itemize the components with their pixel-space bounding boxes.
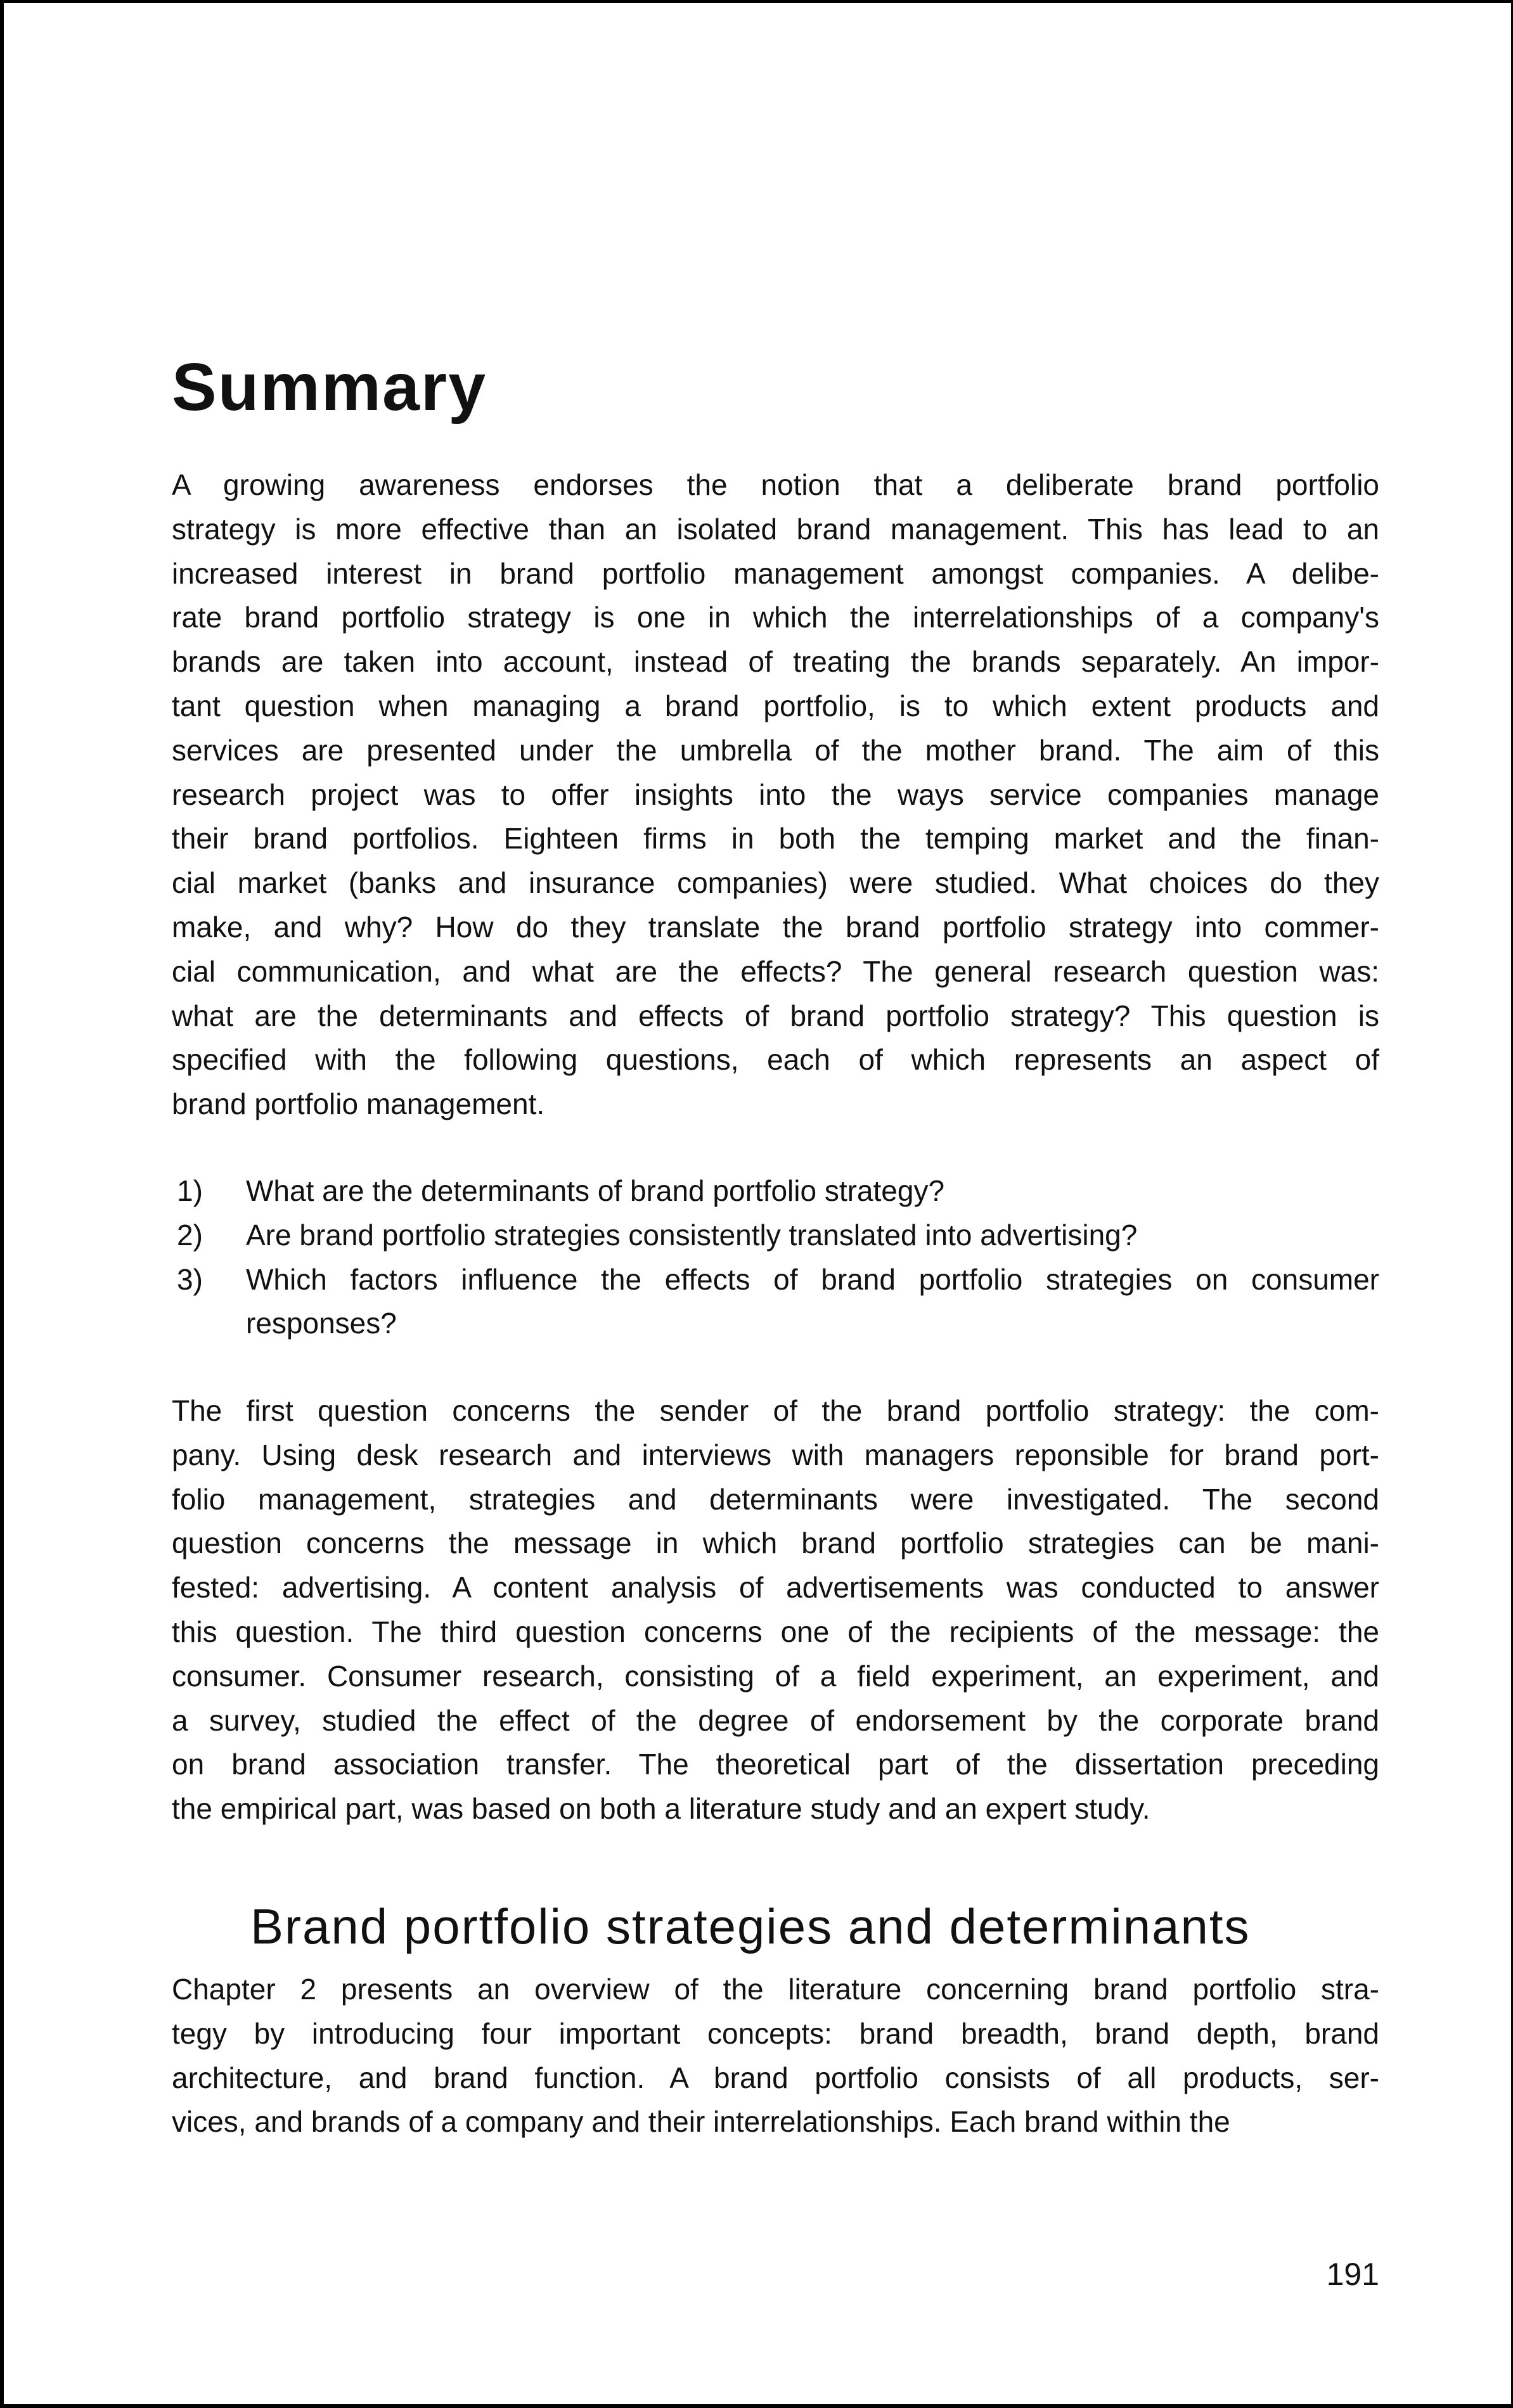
text-line: A growing awareness endorses the notion that a deliberate brand portfolio — [172, 468, 1379, 501]
list-item-text: Which factors influence the effects of brand portfolio strategies on consumer — [246, 1262, 1379, 1296]
text-line: cial communication, and what are the effects? The general research question was: — [172, 954, 1379, 988]
text-line: pany. Using desk research and interviews with managers reponsible for brand port- — [172, 1438, 1379, 1471]
list-number: 2) — [177, 1218, 203, 1252]
text-line: specified with the following questions, each of which represents an aspect of — [172, 1043, 1379, 1077]
methods-paragraph — [172, 1389, 1379, 1831]
list-item — [172, 1214, 1379, 1258]
text-line: fested: advertising. A content analysis of advertisements was conducted to answer — [172, 1571, 1379, 1604]
list-item-text: responses? — [246, 1307, 397, 1340]
list-number: 1) — [177, 1174, 203, 1207]
text-line: folio management, strategies and determinants were investigated. The second — [172, 1482, 1379, 1516]
chapter-paragraph — [172, 1968, 1379, 2144]
text-line: this question. The third question concerns one of the recipients of the message: the — [172, 1615, 1379, 1648]
text-line: Chapter 2 presents an overview of the literature concerning brand portfolio stra- — [172, 1973, 1379, 2006]
text-line: make, and why? How do they translate the brand portfolio strategy into commer- — [172, 910, 1379, 944]
list-item — [172, 1258, 1379, 1347]
list-item-text: Are brand portfolio strategies consistently translated into advertising? — [246, 1218, 1138, 1252]
page-title: Summary — [172, 350, 487, 425]
text-line: a survey, studied the effect of the degree of endorsement by the corporate brand — [172, 1703, 1379, 1737]
text-line: The first question concerns the sender of the brand portfolio strategy: the com- — [172, 1394, 1379, 1427]
list-number: 3) — [177, 1262, 203, 1296]
text-line: tant question when managing a brand portfolio, is to which extent products and — [172, 689, 1379, 722]
list-item — [172, 1169, 1379, 1214]
text-line: what are the determinants and effects of brand portfolio strategy? This question is — [172, 999, 1379, 1032]
intro-paragraph — [172, 463, 1379, 1127]
text-line: strategy is more effective than an isolated brand management. This has lead to an — [172, 512, 1379, 546]
text-line: cial market (banks and insurance companies) were studied. What choices do they — [172, 866, 1379, 900]
text-line: vices, and brands of a company and their interrelationships. Each brand within the — [172, 2105, 1230, 2139]
text-line: research project was to offer insights into the ways service companies manage — [172, 778, 1379, 811]
text-line: brand portfolio management. — [172, 1087, 545, 1121]
text-line: brands are taken into account, instead of treating the brands separately. An impor- — [172, 645, 1379, 679]
text-line: their brand portfolios. Eighteen firms in both the temping market and the finan- — [172, 822, 1379, 855]
section-heading: Brand portfolio strategies and determinants — [250, 1899, 1251, 1954]
text-line: on brand association transfer. The theoretical part of the dissertation preceding — [172, 1748, 1379, 1781]
list-item-text: What are the determinants of brand portfolio strategy? — [246, 1174, 945, 1207]
text-line: services are presented under the umbrella of the mother brand. The aim of this — [172, 733, 1379, 767]
page-number: 191 — [1326, 2257, 1379, 2292]
research-questions-list — [172, 1169, 1379, 1346]
text-line: the empirical part, was based on both a literature study and an expert study. — [172, 1792, 1150, 1826]
text-line: consumer. Consumer research, consisting of a field experiment, an experiment, and — [172, 1659, 1379, 1693]
text-line: architecture, and brand function. A brand portfolio consists of all products, ser- — [172, 2061, 1379, 2094]
text-line: rate brand portfolio strategy is one in which the interrelationships of a company's — [172, 601, 1379, 634]
text-line: tegy by introducing four important concepts: brand breadth, brand depth, brand — [172, 2016, 1379, 2050]
text-line: question concerns the message in which brand portfolio strategies can be mani- — [172, 1527, 1379, 1560]
text-line: increased interest in brand portfolio management amongst companies. A delibe- — [172, 556, 1379, 590]
